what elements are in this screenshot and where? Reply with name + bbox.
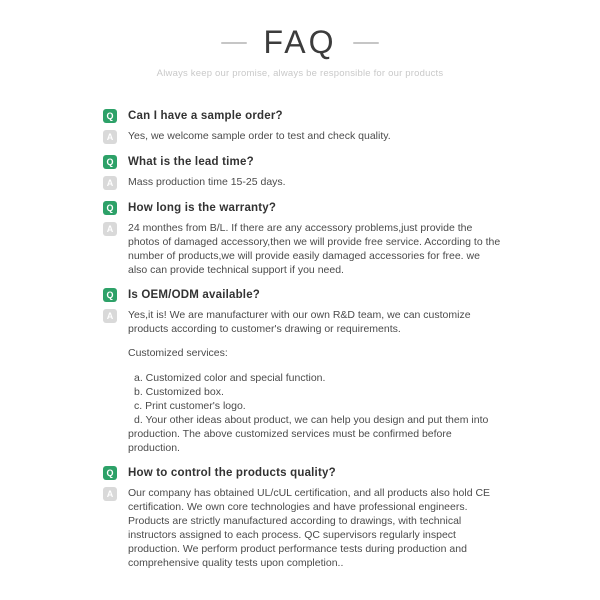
answer-text: Mass production time 15-25 days. [128, 176, 286, 188]
customized-services-heading: Customized services: [128, 347, 228, 359]
question-text: What is the lead time? [128, 156, 254, 168]
q-badge-icon: Q [103, 155, 117, 169]
title-dash-left [221, 42, 247, 44]
faq-item [103, 466, 503, 570]
faq-list [103, 109, 503, 570]
question-row [103, 109, 503, 123]
title-dash-right [353, 42, 379, 44]
page-subtitle: Always keep our promise, always be responsible for our products [156, 68, 444, 79]
list-item: d. Your other ideas about product, we can help you design and put them into production. The above customized services must be confirmed before production. [128, 414, 489, 454]
answer-text: Yes,it is! We are manufacturer with our own R&D team, we can customize products according to customer's drawing or requirements. [128, 309, 471, 335]
q-badge-icon: Q [103, 109, 117, 123]
customized-services-list [128, 371, 502, 455]
question-text: How long is the warranty? [128, 202, 277, 214]
faq-header [0, 0, 600, 79]
question-text: Is OEM/ODM available? [128, 289, 261, 301]
answer-text: Yes, we welcome sample order to test and check quality. [128, 130, 391, 142]
question-row [103, 201, 503, 215]
answer-text: Our company has obtained UL/cUL certification, and all products also hold CE certification. We own core technologies and have professional engineers. Products are strictly manufactured according to drawings, with technical instructors assigned to each process. QC supervisors regularly inspect production. We perform product performance tests during production and comprehensive quality tests upon completion.. [128, 487, 491, 569]
answer-row [103, 175, 503, 190]
answer-row [103, 308, 503, 336]
a-badge-icon: A [103, 222, 117, 236]
question-text: Can I have a sample order? [128, 110, 283, 122]
question-text: How to control the products quality? [128, 467, 336, 479]
question-row [103, 288, 503, 302]
title-row [0, 24, 600, 61]
customized-services-block [128, 347, 503, 455]
answer-text: 24 monthes from B/L. If there are any accessory problems,just provide the photos of damaged accessory,then we will provide free service. According to the number of products,we will provide easily damaged accessories for free. we also can provide technical support if you need. [128, 222, 501, 276]
faq-item [103, 288, 503, 455]
faq-item [103, 155, 503, 190]
question-row [103, 466, 503, 480]
a-badge-icon: A [103, 176, 117, 190]
faq-item [103, 201, 503, 277]
answer-row [103, 221, 503, 277]
faq-item [103, 109, 503, 144]
a-badge-icon: A [103, 487, 117, 501]
answer-row [103, 129, 503, 144]
q-badge-icon: Q [103, 288, 117, 302]
question-row [103, 155, 503, 169]
answer-row [103, 486, 503, 570]
list-item: c. Print customer's logo. [134, 400, 246, 412]
a-badge-icon: A [103, 309, 117, 323]
a-badge-icon: A [103, 130, 117, 144]
list-item: b. Customized box. [134, 386, 224, 398]
q-badge-icon: Q [103, 201, 117, 215]
page-title: FAQ [263, 24, 337, 60]
list-item: a. Customized color and special function. [134, 372, 326, 384]
q-badge-icon: Q [103, 466, 117, 480]
